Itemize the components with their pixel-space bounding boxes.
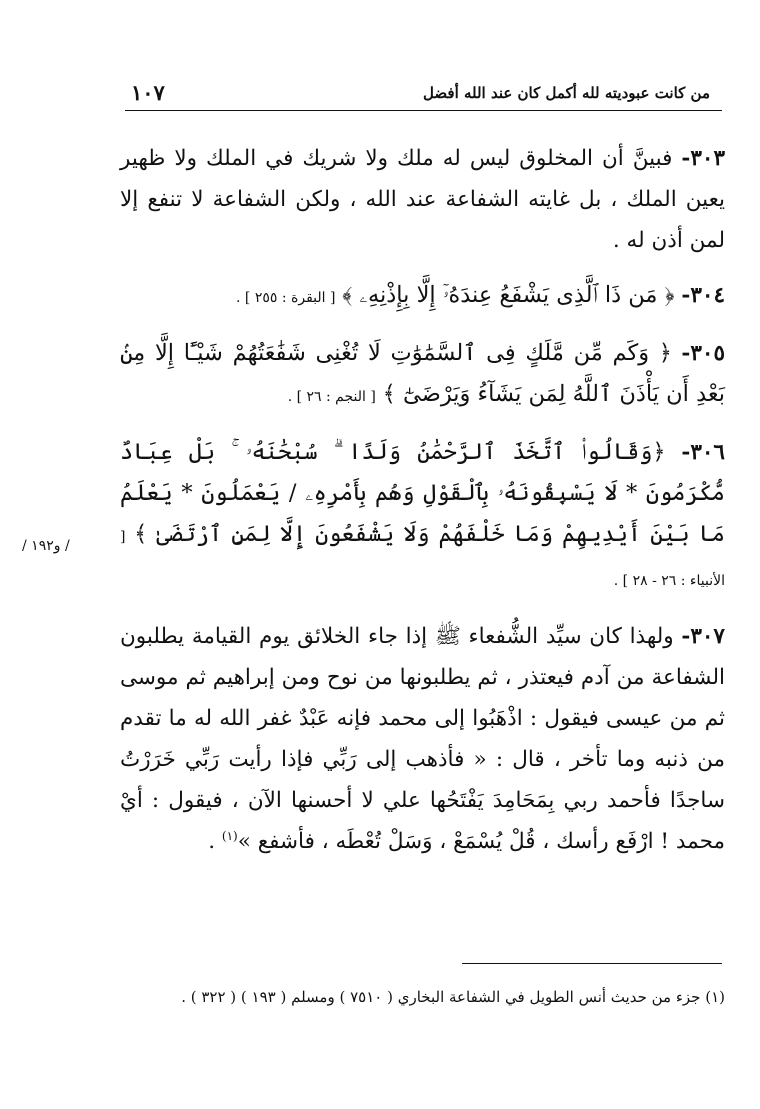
verse-reference: [ البقرة : ٢٥٥ ] . [236,290,336,306]
header-title: من كانت عبوديته لله أكمل كان عند الله أفضل [423,84,710,102]
paragraph-text: ولهذا كان سيِّد الشُّفعاء ﷺ إذا جاء الخلائق يوم القيامة يطلبون الشفاعة من آدم فيعتذر ، ثم يطلبونها من نوح ومن إبراهيم ثم موسى ثم من عيسى فيقول : اذْهَبُوا إلى محمد فإنه عَبْدٌ غفر الله له ما تقدم من ذنبه وما تأخر ، قال : « فأذهب إلى رَبِّي فإذا رأيت رَبِّي خَرَرْتُ ساجدًا فأحمد ربي بِمَحَامِدَ يَفْتَحُها علي لا أحسنها الآن ، فيقول : أيْ محمد ! ارْفَع رأسك ، قُلْ يُسْمَعْ ، وَسَلْ تُعْطَه ، فأشفع » [120,624,725,854]
running-header [125,76,722,111]
paragraph-number: ٣٠٧- [681,624,725,649]
quran-verse: ﴿وَقَالُوا۟ ٱتَّخَذَ ٱلرَّحْمَٰنُ وَلَدًا ۗ سُبْحَٰنَهُۥ ۚ بَلْ عِبَادٌ مُّكْرَمُونَ * لَا يَسْبِقُونَهُۥ بِٱلْقَوْلِ وَهُم بِأَمْرِهِۦ / يَعْمَلُونَ * يَعْلَمُ مَا بَيْنَ أَيْدِيهِمْ وَمَا خَلْفَهُمْ وَلَا يَشْفَعُونَ إِلَّا لِمَنِ ٱرْتَضَىٰ ﴾ [120,439,725,547]
manuscript-folio-note: / و١٩٢ / [22,538,70,554]
verse-reference: [ النجم : ٢٦ ] . [287,389,376,405]
verse-reference: [ الأنبياء : ٢٦ - ٢٨ ] . [120,529,725,589]
paragraph-text: فبينَّ أن المخلوق ليس له ملك ولا شريك في الملك ولا ظهير يعين الملك ، بل غايته الشفاعة عند الله ، ولكن الشفاعة لا تنفع إلا لمن أذن له . [120,146,725,253]
quran-verse: ﴿ وَكَم مِّن مَّلَكٍ فِى ٱلسَّمَٰوَٰتِ لَا تُغْنِى شَفَٰعَتُهُمْ شَيْـًٔا إِلَّا مِنۢ بَعْدِ أَن يَأْذَنَ ٱللَّهُ لِمَن يَشَآءُ وَيَرْضَىٰٓ ﴾ [120,340,725,407]
paragraph-304 [120,275,725,319]
paragraph-end: . [208,829,222,854]
footnote: (١) جزء من حديث أنس الطويل في الشفاعة البخاري ( ٧٥١٠ ) ومسلم ( ١٩٣ ) ( ٣٢٢ ) . [181,988,725,1006]
paragraph-306 [120,432,725,602]
footnote-separator [462,963,722,964]
paragraph-number: ٣٠٥- [681,341,725,366]
paragraph-number: ٣٠٣- [681,146,725,171]
page-number: ١٠٧ [131,80,165,105]
page-body [120,138,725,876]
paragraph-305 [120,333,725,418]
paragraph-number: ٣٠٤- [681,283,725,308]
quran-verse: ﴿ مَن ذَا ٱلَّذِى يَشْفَعُ عِندَهُۥٓ إِلَّا بِإِذْنِهِۦ ﴾ [342,282,675,308]
paragraph-303 [120,138,725,261]
paragraph-number: ٣٠٦- [681,440,725,465]
footnote-marker[interactable]: (١) [221,828,238,843]
paragraph-307 [120,616,725,862]
